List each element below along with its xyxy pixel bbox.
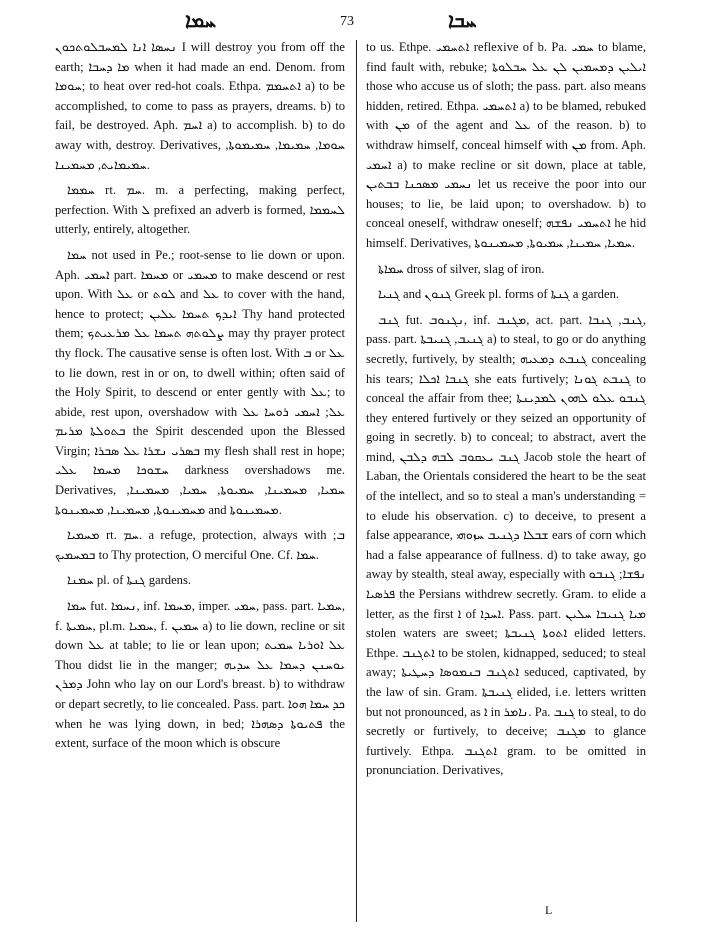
entry-paragraph: to us. Ethpe. ܐܬܚܡܝ reflexive of b. Pa. ܚܡܝ to blame, find fault with, rebuke; ܐܝܠܝܢ ܕܡܚܡܝܢ ܠܢ ܥܠ ܚܒܠܘܬܐ those who accuse us of sloth; the pass. part. also means hidden, retired. Ethpa. ܐܬܚܡܝ a) to be blamed, rebuked with ܡܢ of the agent and ܥܠ of the reason. b) to withdraw himself, conceal himself with ܡܢ from. Aph. ܐܚܡܝ a) to make recline or sit down, place at table, ܢܚܡܝ ܡܣܟܢܐ ܒܒܬܝܢ let us receive the poor into our houses; to lie, be laid upon; to overshadow. b) to conceal oneself, withdraw oneself; ܐܬܚܡܝ ܢܦܫܗ he hid himself. Derivatives, ܚܡܝܐ, ܚܡܝܢܐ, ܚܡܝܘܬܐ, ܡܚܡܝܢܘܬܐ.: [366, 40, 647, 250]
entry-paragraph: ܢܚܣܐ ܐܢܐ ܠܡܚܒܠܘܬܟܘܢ I will destroy you from off the earth; ܡܐ ܕܚܒܐ when it had made an end. Denom. from ܚܘܡܐ; to heat over red-hot coals. Ethpa. ܐܬܚܡܡ a) to be accomplished, to come to pass as prayers, dreams. b) to fail, be destroyed. Aph. ܐܚܡ a) to accomplish. b) to do away with, destroy. Derivatives, ܚܘܡܐ, ܚܡܝܡܐ, ܚܡܝܡܘܬܐ, ܚܡܝܡܐܝܬ, ܡܚܡܝܢܐ.: [55, 40, 345, 172]
entry-paragraph: ܚܡܐ not used in Pe.; root-sense to lie down or upon. Aph. ܐܚܡܝ part. ܡܚܡܐ or ܡܚܡܝ to make descend or rest upon. With ܥܠ or ܠܘܬ and ܥܠ to cover with the hand, hence to protect; ܐܝܕܟ ܬܚܡܐ ܥܠܝܢ Thy hand protected them; ܨܠܘܬܗ ܬܚܡܐ ܥܠ ܡܪܥܝܬܟ may thy prayer protect thy flock. The causative sense is often lost. With ܒ or ܥܠ to lie down, rest in or on, to dwell within; often said of the Holy Spirit, to descend or enter gently with ܥܠ; to abide, rest upon, overshadow with ܥܠ; ܐܚܡܝ ܪܘܚܐ ܥܠ ܒܬܘܠܬܐ ܡܪܝܡ the Spirit descended upon the Blessed Virgin; ܒܣܪܝ ܢܫܪܐ ܥܠ ܣܒܪܐ my flesh shall rest in hope; ܚܫܘܟܐ ܡܚܡܐ ܥܠܝ darkness overshadows me. Derivatives, ܚܡܝܐ, ܡܚܡܝܢܐ, ܚܡܝܘܬܐ, ܚܡܝܐ, ܡܚܡܝܢܐ, ܡܚܡܝܢܘܬܐ, ܡܚܡܝܢܐ, ܡܚܡܝܢܘܬܐ and ܡܚܡܝܢܘܬܐ.: [55, 247, 345, 517]
right-column: [366, 38, 646, 787]
header-left-word: ܚܡܐ: [185, 8, 217, 32]
entry-paragraph: ܚܡܐ fut. ܢܚܡܐ, inf. ܡܚܡܐ, imper. ܚܡܝ, pass. part. ܚܡܝܐ, f. ܚܡܝܬܐ, pl.m. ܚܡܝܐ, f. ܚܡܝܢ a) to lie down, recline or sit down ܥܠ at table; to lie or lean upon; ܥܠ ܐܘܪܝܐ ܚܡܝܬ Thou didst lie in the manger; ܝܘܚܢܢ ܕܚܡܐ ܥܠ ܚܕܝܗ ܕܡܪܢ John who lay on our Lord's breast. b) to withdraw or depart secretly, to lie concealed. Pass. part. ܟܕ ܚܡܐ ܗܘܐ when he was lying down, in bed; ܦܬܝܘܬܐ ܕܣܗܪܐ the extent, surface of the moon which is obscure: [55, 599, 345, 751]
page-number: 73: [340, 14, 354, 29]
entry-paragraph: ܚܡܐܬܐ dross of silver, slag of iron.: [378, 261, 545, 276]
signature-mark: L: [545, 903, 553, 917]
entry-paragraph: ܓܢܒ fut. ܢܓܢܘܒ, inf. ܡܓܢܒ, act. part. ܓܢܒ, ܓܢܒܐ, pass. part. ܓܢܝܒ, ܓܢܝܒܬܐ a) to steal, to go or do anything secretly, furtively, by stealth; ܓܢܒܬ ܕܡܥܝܗ concealing his tears; ܓܢܒܐ ܐܟܠܐ she eats furtively; ܓܢܒܬ ܓܘܢܐ to conceal the affair from thee; ܓܢܒܘ ܥܠܘ ܠܗܘܢ ܠܡܕܝܢܬܐ they entered furtively or they seized an opportunity of going in secretly. b) to conceal; to abstract, avert the mind, ܓܢܒ ܝܥܩܘܒ ܠܒܗ ܕܠܒܢ Jacob stole the heart of Laban, the Orientals considered the heart to be the seat of the intellect, and so to steal a man's understanding = to elude his observation. c) to deceive, to present a false appearance, ܫܒܠܐ ܕܓܢܝܒ ܚܙܘܗܝ ears of corn which had a false appearance of fullness. d) to take away, go away by stealth, steal away, especially with ܢܦܫܐ; ܓܢܒܘ ܦܪܣܝܐ the Persians withdrew secretly. Gram. to elide a letter, as the first ܐ of ܐܚܕܐ. Pass. part. ܡܝܐ ܓܢܝܒܐ ܚܠܝܢ stolen waters are sweet; ܐܬܘܬܐ ܓܢܝܒܬܐ elided letters. Ethpe. ܐܬܓܢܒ to be stolen, kidnapped, seduced; to steal away; ܐܬܓܢܒ ܒܢܡܘܣܐ ܕܚܛܝܬܐ seduced, captivated, by the law of sin. Gram. ܓܢܝܒܬܐ elided, i.e. letters written but not pronounced, as ܐ in ܢܐܡܪ. Pa. ܓܢܒ to steal, to do secretly or furtively, to deceive; ܡܓܢܒ to glance furtively. Ethpa. ܐܬܓܢܒ gram. to be omitted in pronunciation. Derivatives,: [366, 312, 647, 778]
page-header: [0, 6, 704, 36]
entry-paragraph: ܚܡܢܐ pl. of ܓܢܬܐ gardens.: [67, 573, 192, 588]
header-right-word: ܚܒܐ: [448, 8, 477, 32]
left-column: [55, 38, 345, 760]
entry-paragraph: ܓܢܝܐ and ܓܢܘܢ Greek pl. forms of ܓܢܬܐ a garden.: [378, 287, 620, 302]
entry-paragraph: ܡܚܡܝܐ rt. ܚܡ. a refuge, protection, always with ܒ; ܒܡܚܡܝܟ to Thy protection, O merciful One. Cf. ܚܡܐ.: [55, 528, 345, 562]
column-divider: [356, 40, 357, 922]
entry-paragraph: ܚܡܡܐ rt. ܚܡ. m. a perfecting, making perfect, perfection. With ܠ prefixed an adverb is formed, ܠܚܡܡܐ utterly, entirely, altogether.: [55, 183, 346, 237]
